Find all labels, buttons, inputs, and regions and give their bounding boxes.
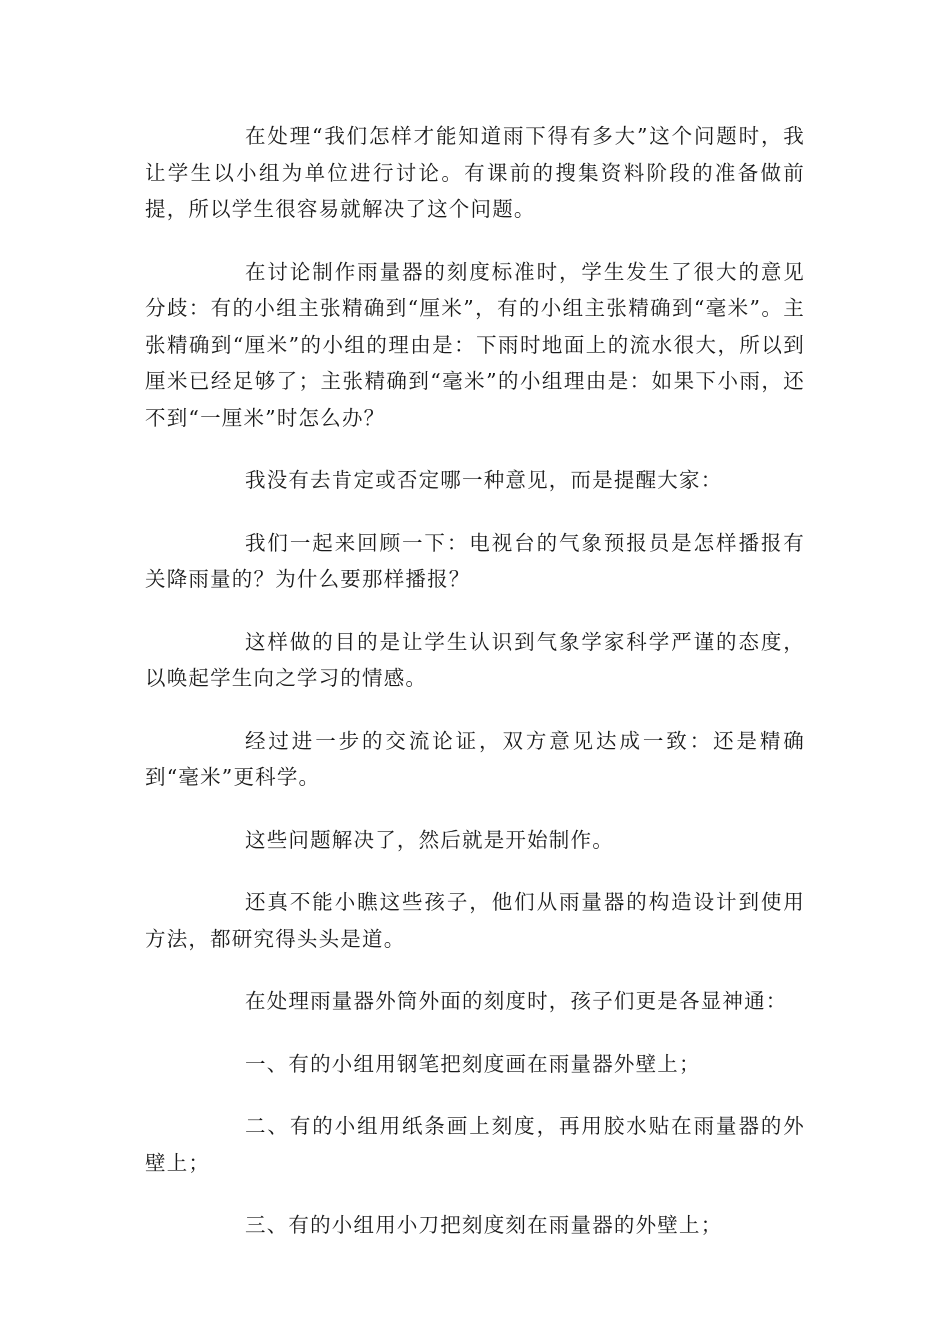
paragraph: 经过进一步的交流论证，双方意见达成一致：还是精确到“毫米”更科学。 (145, 728, 805, 789)
paragraph: 在讨论制作雨量器的刻度标准时，学生发生了很大的意见分歧：有的小组主张精确到“厘米”，有的小组主张精确到“毫米”。主张精确到“厘米”的小组的理由是：下雨时地面上的流水很大，所以到厘米已经足够了；主张精确到“毫米”的小组理由是：如果下小雨，还不到“一厘米”时怎么办？ (145, 259, 805, 430)
paragraph: 还真不能小瞧这些孩子，他们从雨量器的构造设计到使用方法，都研究得头头是道。 (145, 890, 805, 951)
paragraph: 一、有的小组用钢笔把刻度画在雨量器外壁上； (245, 1051, 701, 1076)
paragraph: 我们一起来回顾一下：电视台的气象预报员是怎样播报有关降雨量的？为什么要那样播报？ (145, 530, 805, 591)
paragraph: 在处理“我们怎样才能知道雨下得有多大”这个问题时，我让学生以小组为单位进行讨论。有课前的搜集资料阶段的准备做前提，所以学生很容易就解决了这个问题。 (145, 124, 805, 221)
paragraph: 三、有的小组用小刀把刻度刻在雨量器的外壁上； (245, 1213, 723, 1237)
document-body (145, 118, 805, 1270)
paragraph: 这些问题解决了，然后就是开始制作。 (245, 827, 614, 852)
paragraph: 这样做的目的是让学生认识到气象学家科学严谨的态度，以唤起学生向之学习的情感。 (145, 629, 805, 690)
paragraph: 我没有去肯定或否定哪一种意见，而是提醒大家： (245, 468, 723, 492)
paragraph: 在处理雨量器外筒外面的刻度时，孩子们更是各显神通： (245, 989, 788, 1013)
paragraph: 二、有的小组用纸条画上刻度，再用胶水贴在雨量器的外壁上； (145, 1114, 805, 1175)
